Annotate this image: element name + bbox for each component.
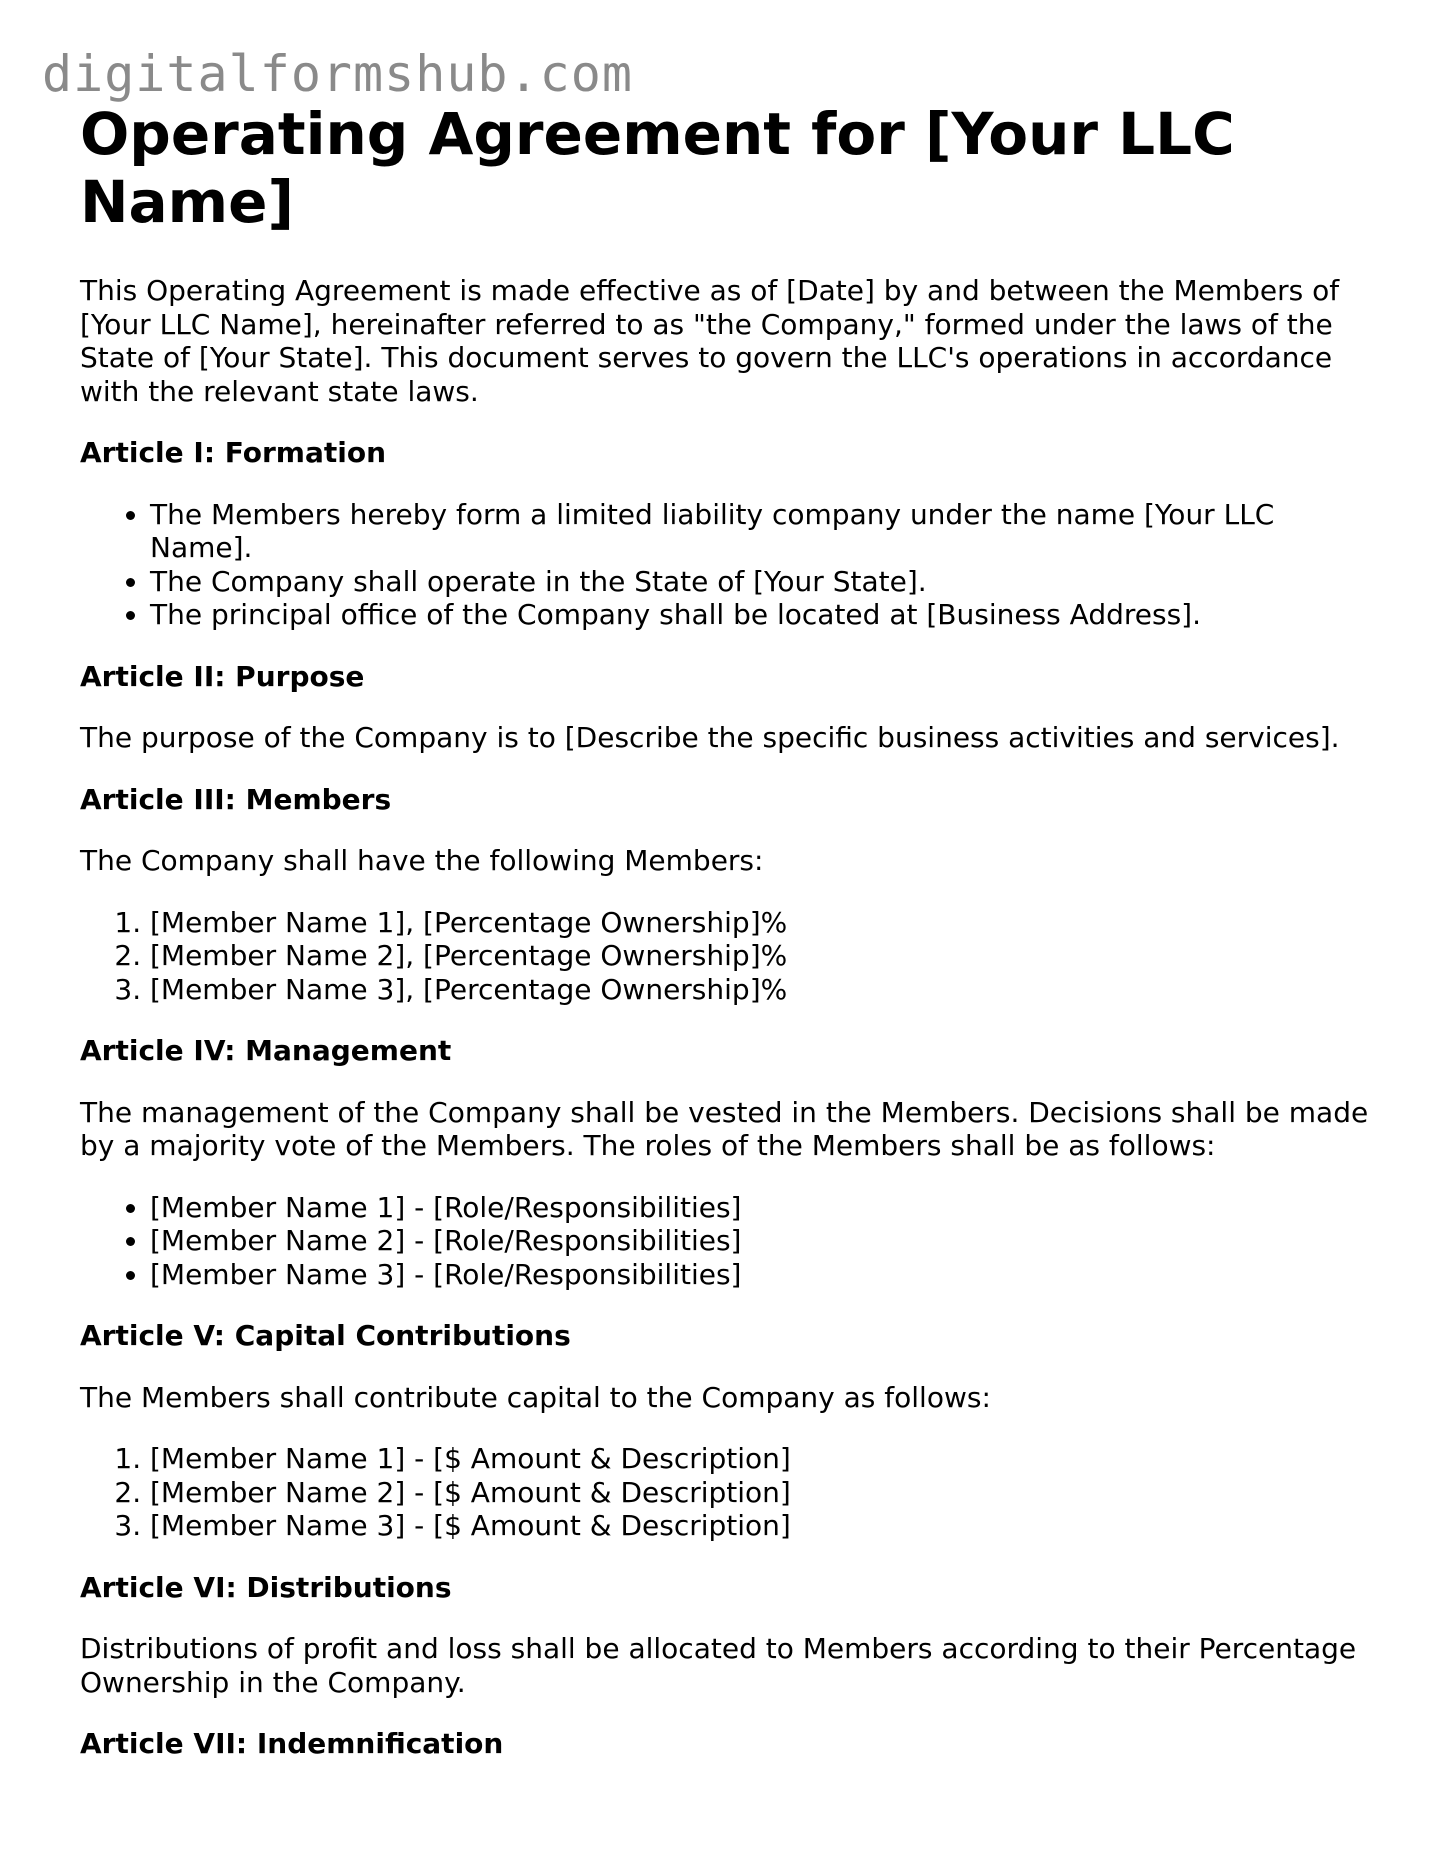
article-6-heading: Article VI: Distributions — [80, 1570, 452, 1604]
list-item: 1. [Member Name 1] - [$ Amount & Description] — [150, 1442, 1370, 1476]
list-item: • The principal office of the Company shall be located at [Business Address]. — [150, 598, 1370, 632]
list-item: 2. [Member Name 2] - [$ Amount & Description] — [150, 1476, 1370, 1510]
list-item: 3. [Member Name 3] - [$ Amount & Description] — [150, 1509, 1370, 1543]
list-item: • The Company shall operate in the State of [Your State]. — [150, 565, 1370, 599]
article-6-text: Distributions of profit and loss shall be allocated to Members according to their Percentage Ownership in the Company. — [80, 1632, 1357, 1699]
list-item: 3. [Member Name 3], [Percentage Ownership]% — [150, 973, 1370, 1007]
list-item: • The Members hereby form a limited liability company under the name [Your LLC Name]. — [150, 498, 1370, 565]
article-1-heading: Article I: Formation — [80, 436, 387, 469]
article-4-list — [80, 1191, 1370, 1292]
list-item: • [Member Name 2] - [Role/Responsibilities] — [150, 1224, 1370, 1258]
watermark: digitalformshub.com — [42, 45, 633, 103]
document-title: Operating Agreement for [Your LLC Name] — [80, 100, 1235, 236]
article-4-text: The management of the Company shall be vested in the Members. Decisions shall be made by a majority vote of the Members. The roles of the Members shall be as follows: — [80, 1095, 1369, 1162]
list-item: • [Member Name 1] - [Role/Responsibilities] — [150, 1191, 1370, 1225]
article-1-list — [80, 498, 1370, 632]
document-body — [80, 100, 1370, 1789]
intro-paragraph: This Operating Agreement is made effective as of [Date] by and between the Members of [Your LLC Name], hereinafter referred to as "the Company," formed under the laws of the State of [Your State]. This document serves to govern the LLC's operations in accordance with the relevant state laws. — [80, 274, 1340, 408]
article-3-heading: Article III: Members — [80, 782, 392, 816]
article-5-text: The Members shall contribute capital to the Company as follows: — [80, 1380, 991, 1414]
article-2-heading: Article II: Purpose — [80, 659, 365, 693]
article-5-heading: Article V: Capital Contributions — [80, 1319, 571, 1352]
list-item: 2. [Member Name 2], [Percentage Ownership]% — [150, 939, 1370, 973]
article-3-text: The Company shall have the following Members: — [80, 844, 764, 877]
article-4-heading: Article IV: Management — [80, 1034, 452, 1067]
list-item: 1. [Member Name 1], [Percentage Ownership]% — [150, 906, 1370, 940]
list-item: • [Member Name 3] - [Role/Responsibilities] — [150, 1258, 1370, 1292]
article-5-list — [80, 1442, 1370, 1543]
article-7-heading: Article VII: Indemnification — [80, 1727, 504, 1760]
article-3-list — [80, 906, 1370, 1007]
article-2-text: The purpose of the Company is to [Describe the specific business activities and services]. — [80, 721, 1340, 754]
